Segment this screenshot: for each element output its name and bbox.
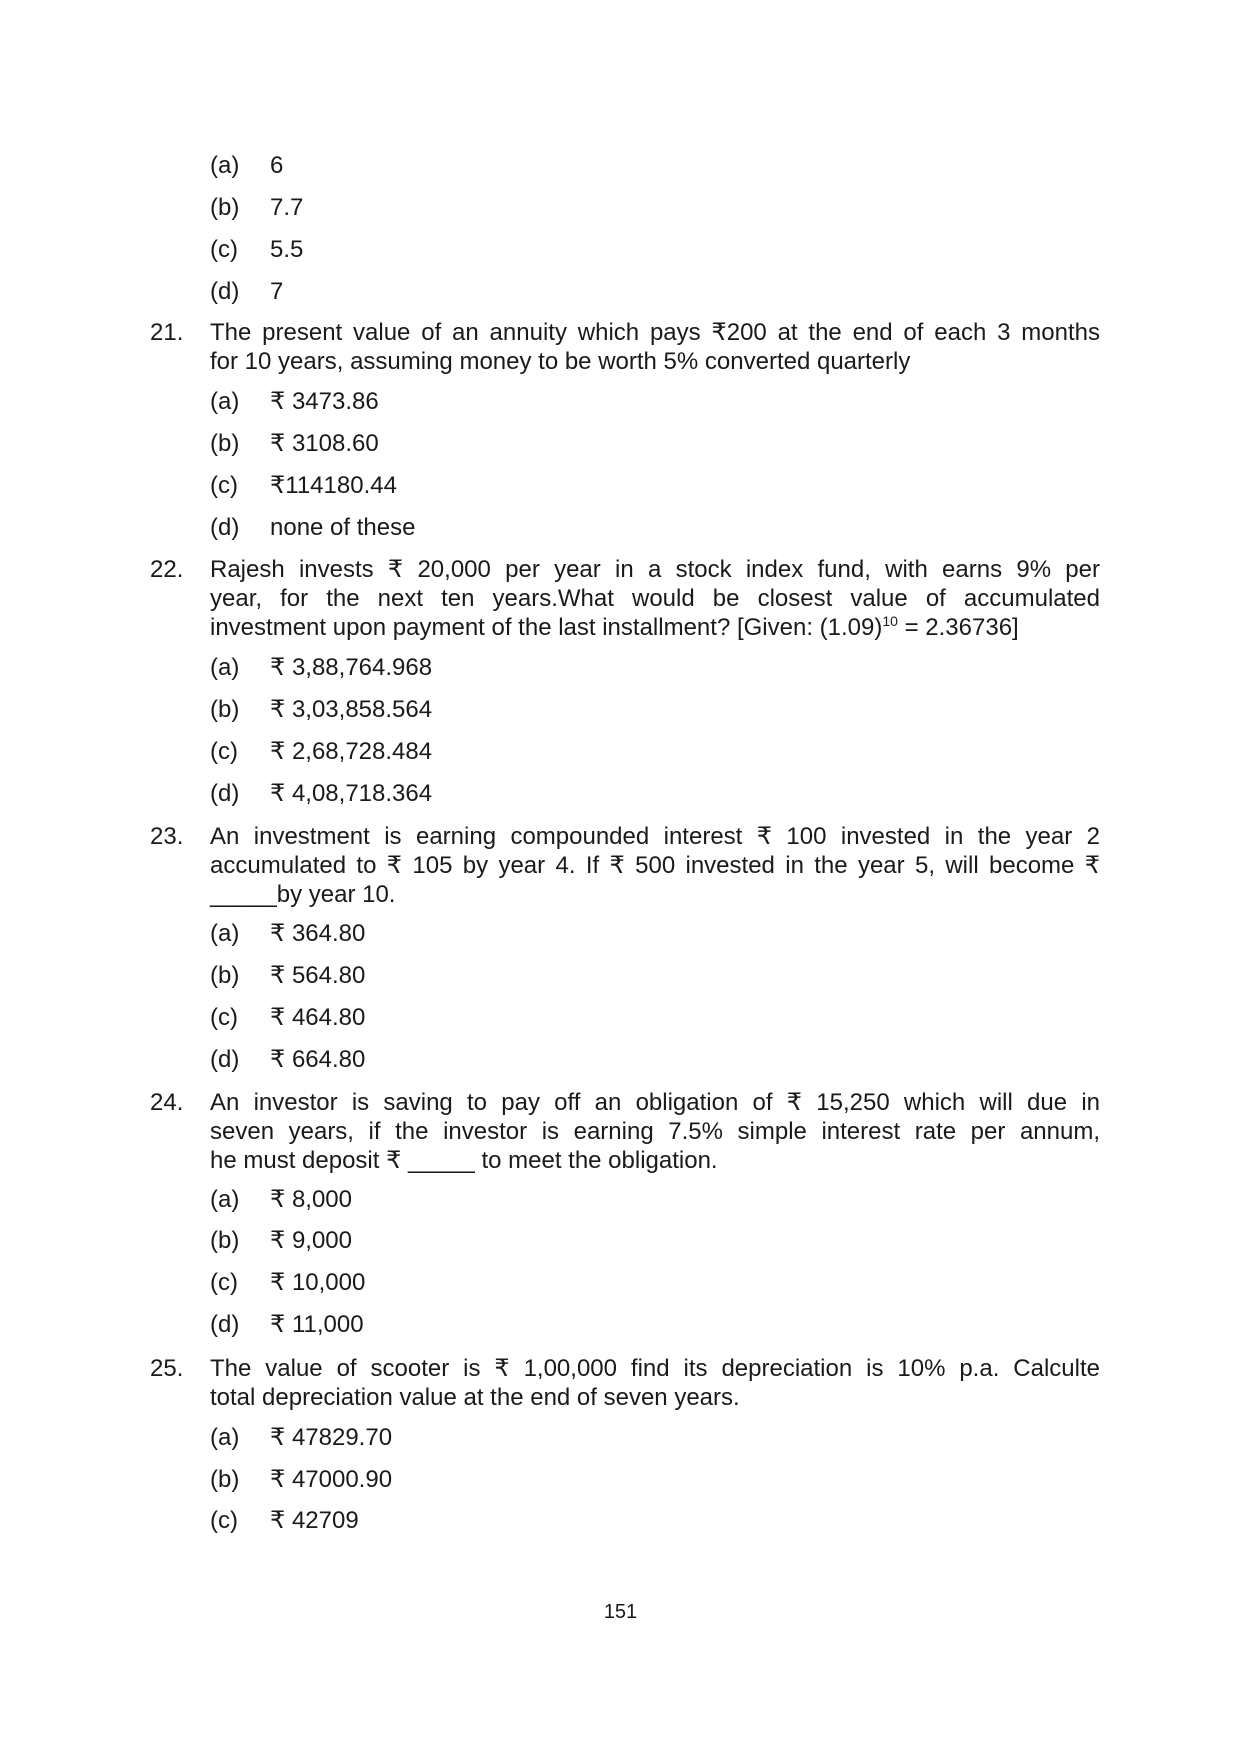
option-24-b — [210, 1225, 352, 1257]
option-label: (c) — [210, 1004, 238, 1031]
option-label: (d) — [210, 1311, 240, 1338]
option-22-a — [210, 652, 432, 684]
option-label: (a) — [210, 654, 240, 681]
option-value: ₹ 9,000 — [270, 1227, 352, 1254]
option-value: ₹ 464.80 — [270, 1004, 366, 1031]
option-value: ₹ 4,08,718.364 — [270, 780, 433, 807]
option-value: ₹ 664.80 — [270, 1046, 366, 1073]
option-prev-c — [210, 234, 303, 266]
option-21-c — [210, 470, 397, 502]
exponent: 10 — [882, 613, 898, 629]
question-number: 23. — [150, 823, 184, 850]
option-label: (a) — [210, 920, 240, 947]
option-23-c — [210, 1002, 365, 1034]
option-label: (a) — [210, 1424, 240, 1451]
question-line: total depreciation value at the end of seven years. — [210, 1384, 740, 1411]
option-label: (c) — [210, 1507, 238, 1534]
question-line: An investment is earning compounded interest ₹ 100 invested in the year 2 — [210, 823, 1100, 850]
question-24 — [150, 1088, 1100, 1175]
option-23-b — [210, 960, 365, 992]
question-23 — [150, 822, 1100, 909]
option-value: ₹ 3473.86 — [270, 388, 379, 415]
question-25 — [150, 1354, 1100, 1412]
option-label: (c) — [210, 236, 238, 263]
option-value: ₹ 42709 — [270, 1507, 359, 1534]
option-22-c — [210, 736, 432, 768]
option-value: 5.5 — [270, 236, 304, 263]
option-label: (b) — [210, 696, 240, 723]
question-number: 21. — [150, 319, 184, 346]
option-23-d — [210, 1044, 365, 1076]
option-label: (d) — [210, 780, 240, 807]
question-text — [210, 822, 1100, 909]
option-value: ₹ 2,68,728.484 — [270, 738, 433, 765]
option-label: (a) — [210, 388, 240, 415]
question-line — [210, 613, 1100, 642]
option-value: 7 — [270, 278, 284, 305]
option-24-d — [210, 1309, 364, 1341]
option-label: (b) — [210, 430, 240, 457]
option-label: (c) — [210, 472, 238, 499]
option-22-d — [210, 778, 432, 810]
question-number: 22. — [150, 556, 184, 583]
option-prev-d — [210, 276, 283, 308]
option-label: (b) — [210, 1227, 240, 1254]
question-text — [210, 1354, 1100, 1412]
option-25-a — [210, 1422, 392, 1454]
option-21-d — [210, 512, 415, 544]
option-value: none of these — [270, 514, 416, 541]
question-line: The present value of an annuity which pays ₹200 at the end of each 3 months — [210, 319, 1100, 346]
option-value: ₹ 8,000 — [270, 1186, 352, 1213]
option-value: 6 — [270, 152, 284, 179]
option-24-c — [210, 1267, 365, 1299]
question-line: _____by year 10. — [210, 881, 396, 908]
option-value: ₹ 47000.90 — [270, 1466, 393, 1493]
option-prev-b — [210, 192, 303, 224]
option-label: (a) — [210, 152, 240, 179]
question-line: An investor is saving to pay off an obligation of ₹ 15,250 which will due in — [210, 1089, 1100, 1116]
option-label: (d) — [210, 278, 240, 305]
option-label: (b) — [210, 962, 240, 989]
question-line-text: = 2.36736] — [897, 614, 1019, 641]
question-line-text: investment upon payment of the last installment? [Given: (1.09) — [210, 614, 883, 641]
question-text — [210, 318, 1100, 376]
option-22-b — [210, 694, 432, 726]
option-23-a — [210, 918, 365, 950]
option-label: (c) — [210, 738, 238, 765]
option-value: ₹114180.44 — [270, 472, 397, 499]
option-label: (a) — [210, 1186, 240, 1213]
option-value: 7.7 — [270, 194, 304, 221]
option-label: (d) — [210, 1046, 240, 1073]
option-value: ₹ 364.80 — [270, 920, 366, 947]
option-value: ₹ 3108.60 — [270, 430, 379, 457]
question-21 — [150, 318, 1100, 376]
option-label: (b) — [210, 1466, 240, 1493]
question-line: The value of scooter is ₹ 1,00,000 find its depreciation is 10% p.a. Calculte — [210, 1355, 1100, 1382]
question-line: he must deposit ₹ _____ to meet the obligation. — [210, 1147, 718, 1174]
option-21-a — [210, 386, 379, 418]
question-22 — [150, 555, 1100, 642]
option-prev-a — [210, 150, 283, 182]
option-label: (c) — [210, 1269, 238, 1296]
option-label: (d) — [210, 514, 240, 541]
option-24-a — [210, 1184, 352, 1216]
option-value: ₹ 47829.70 — [270, 1424, 393, 1451]
question-text — [210, 1088, 1100, 1175]
page-number: 151 — [603, 1601, 638, 1623]
option-value: ₹ 3,88,764.968 — [270, 654, 433, 681]
question-line: Rajesh invests ₹ 20,000 per year in a stock index fund, with earns 9% per — [210, 556, 1100, 583]
question-text — [210, 555, 1100, 642]
option-21-b — [210, 428, 379, 460]
option-label: (b) — [210, 194, 240, 221]
option-value: ₹ 10,000 — [270, 1269, 366, 1296]
option-value: ₹ 11,000 — [270, 1311, 364, 1338]
question-number: 25. — [150, 1355, 184, 1382]
question-number: 24. — [150, 1089, 184, 1116]
option-value: ₹ 564.80 — [270, 962, 366, 989]
option-value: ₹ 3,03,858.564 — [270, 696, 433, 723]
question-line: accumulated to ₹ 105 by year 4. If ₹ 500 invested in the year 5, will become ₹ — [210, 852, 1100, 879]
option-25-b — [210, 1464, 392, 1496]
question-line: for 10 years, assuming money to be worth 5% converted quarterly — [210, 348, 911, 375]
option-25-c — [210, 1505, 359, 1537]
question-line: year, for the next ten years.What would be closest value of accumulated — [210, 585, 1100, 612]
question-line: seven years, if the investor is earning 7.5% simple interest rate per annum, — [210, 1118, 1100, 1145]
